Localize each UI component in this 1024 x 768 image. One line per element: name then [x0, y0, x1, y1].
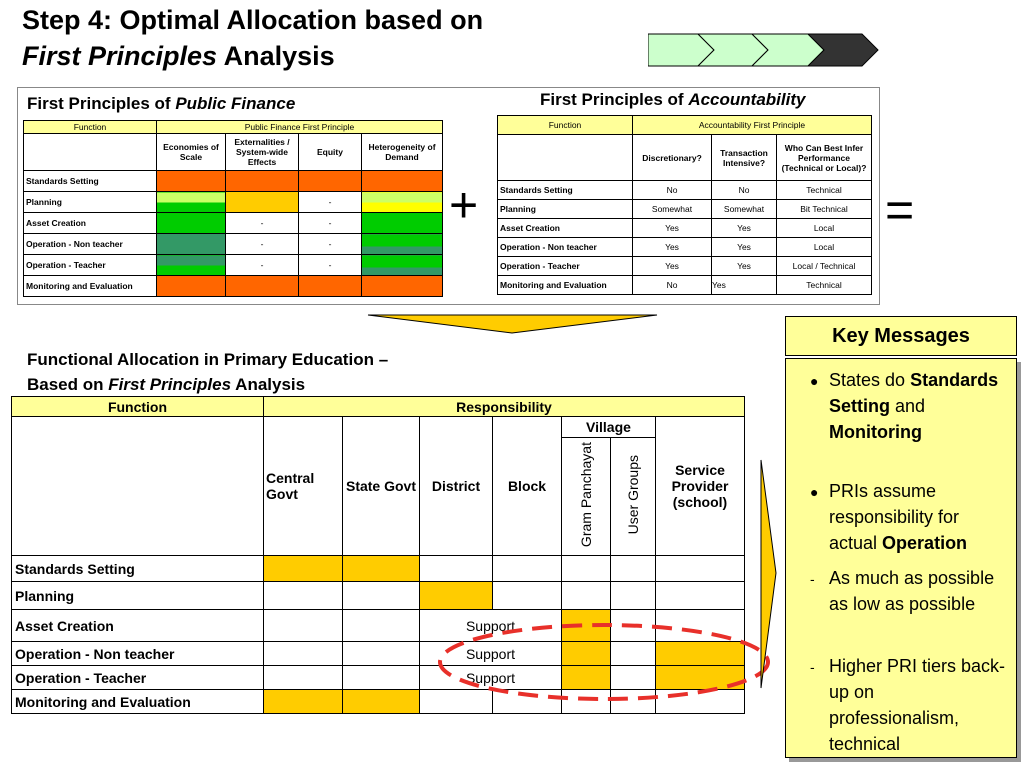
ac-cell: No: [633, 181, 712, 200]
dash-bullet-icon: -: [810, 659, 815, 675]
fa-cell: [264, 556, 343, 582]
ac-header-function: Function: [498, 116, 633, 135]
fa-row-label: Planning: [12, 582, 264, 610]
pf-cell: [362, 192, 443, 213]
fa-cell: [343, 666, 420, 690]
pf-cell: [157, 255, 226, 276]
ac-cell: Yes: [712, 219, 777, 238]
pf-row-label: Operation - Teacher: [24, 255, 157, 276]
pf-subcol: Equity: [299, 134, 362, 171]
pf-header-blank: [24, 134, 157, 171]
functional-allocation-title: Functional Allocation in Primary Education – Based on First Principles Analysis: [27, 350, 389, 394]
pf-cell: -: [226, 255, 299, 276]
bullet-icon: ●: [810, 373, 819, 389]
fa-row-label: Monitoring and Evaluation: [12, 690, 264, 714]
fa-cell: [264, 610, 343, 642]
pf-cell: [157, 234, 226, 255]
pf-cell: [362, 213, 443, 234]
pf-cell: [362, 171, 443, 192]
ac-header-blank: [498, 135, 633, 181]
fa-col-state: State Govt: [343, 417, 420, 556]
fa-cell: [420, 582, 493, 610]
pf-subcol: Externalities / System-wide Effects: [226, 134, 299, 171]
ac-header-group: Accountability First Principle: [633, 116, 872, 135]
pf-cell: -: [299, 213, 362, 234]
fa-header-responsibility: Responsibility: [264, 397, 745, 417]
ac-cell: Bit Technical: [777, 200, 872, 219]
ac-row-label: Planning: [498, 200, 633, 219]
fa-cell: [343, 642, 420, 666]
fa-col-gram-panchayat: Gram Panchayat: [562, 438, 611, 556]
public-finance-title: First Principles of Public Finance: [27, 94, 296, 113]
key-message-item: States do Standards Setting and Monitoring: [829, 370, 999, 442]
fa-row-label: Operation - Teacher: [12, 666, 264, 690]
pf-cell: -: [299, 192, 362, 213]
pf-row-label: Asset Creation: [24, 213, 157, 234]
pf-cell: -: [299, 255, 362, 276]
pf-header-function: Function: [24, 121, 157, 134]
fa-cell: [656, 582, 745, 610]
fa-cell: [562, 582, 611, 610]
pf-cell: [157, 276, 226, 297]
fa-col-service-provider: Service Provider (school): [656, 417, 745, 556]
ac-cell: Somewhat: [712, 200, 777, 219]
key-message-item: PRIs assume responsibility for actual Operation: [829, 481, 968, 553]
fa-support-cell: Support: [420, 610, 562, 642]
fa-header-function: Function: [12, 397, 264, 417]
ac-cell: Local / Technical: [777, 257, 872, 276]
fa-col-central: Central Govt: [264, 417, 343, 556]
right-arrow-shape: [759, 458, 779, 690]
key-messages-box: [785, 358, 1017, 758]
pf-subcol: Heterogeneity of Demand: [362, 134, 443, 171]
fa-cell: [264, 582, 343, 610]
pf-cell: -: [299, 234, 362, 255]
title-line2: First Principles Analysis: [22, 41, 335, 71]
fa-cell: [611, 582, 656, 610]
title-line1: Step 4: Optimal Allocation based on: [22, 5, 484, 35]
fa-cell: [343, 690, 420, 714]
fa-cell: [264, 690, 343, 714]
highlight-ellipse: [436, 620, 774, 706]
pf-row-label: Monitoring and Evaluation: [24, 276, 157, 297]
pf-cell: [226, 171, 299, 192]
ac-cell: Yes: [633, 238, 712, 257]
key-message-item: As much as possible as low as possible: [829, 568, 995, 614]
ac-cell: Technical: [777, 181, 872, 200]
fa-cell: [343, 582, 420, 610]
ac-cell: Yes: [712, 276, 777, 295]
fa-col-user-groups: User Groups: [611, 438, 656, 556]
fa-cell: [264, 642, 343, 666]
fa-support-cell: Support: [420, 642, 562, 666]
pf-cell: [299, 276, 362, 297]
pf-cell: [157, 213, 226, 234]
page-title: [22, 2, 483, 74]
fa-col-block: Block: [493, 417, 562, 556]
pf-cell: -: [226, 213, 299, 234]
accountability-title: First Principles of Accountability: [540, 90, 806, 109]
pf-cell: [299, 171, 362, 192]
pf-header-group: Public Finance First Principle: [157, 121, 443, 134]
ac-row-label: Standards Setting: [498, 181, 633, 200]
fa-support-cell: Support: [420, 666, 562, 690]
ac-row-label: Operation - Teacher: [498, 257, 633, 276]
fa-row-label: Asset Creation: [12, 610, 264, 642]
public-finance-table: [23, 120, 443, 297]
step-progress-chevrons: [648, 33, 882, 67]
ac-subcol: Discretionary?: [633, 135, 712, 181]
fa-cell: [611, 556, 656, 582]
pf-subcol: Economies of Scale: [157, 134, 226, 171]
fa-cell: [493, 556, 562, 582]
pf-cell: [226, 276, 299, 297]
fa-cell: [343, 556, 420, 582]
pf-cell: [362, 234, 443, 255]
fa-col-district: District: [420, 417, 493, 556]
pf-row-label: Planning: [24, 192, 157, 213]
ac-cell: No: [633, 276, 712, 295]
ac-cell: Yes: [633, 257, 712, 276]
pf-row-label: Standards Setting: [24, 171, 157, 192]
fa-cell: [562, 556, 611, 582]
pf-cell: [362, 255, 443, 276]
fa-cell: [656, 556, 745, 582]
pf-cell: [226, 192, 299, 213]
ac-cell: Local: [777, 219, 872, 238]
ac-cell: Technical: [777, 276, 872, 295]
fa-cell: [343, 610, 420, 642]
accountability-table: [497, 115, 872, 295]
equals-symbol: =: [885, 182, 915, 238]
fa-col-village: Village: [562, 417, 656, 438]
key-messages-heading: Key Messages: [785, 316, 1017, 356]
pf-row-label: Operation - Non teacher: [24, 234, 157, 255]
ac-cell: No: [712, 181, 777, 200]
fa-row-label: Standards Setting: [12, 556, 264, 582]
pf-cell: -: [226, 234, 299, 255]
ac-subcol: Transaction Intensive?: [712, 135, 777, 181]
plus-symbol: +: [449, 177, 479, 233]
bullet-icon: ●: [810, 484, 819, 500]
ac-row-label: Monitoring and Evaluation: [498, 276, 633, 295]
fa-header-blank: [12, 417, 264, 556]
pf-cell: [362, 276, 443, 297]
pf-cell: [157, 171, 226, 192]
ac-subcol: Who Can Best Infer Performance (Technical or Local)?: [777, 135, 872, 181]
ac-cell: Yes: [633, 219, 712, 238]
dash-bullet-icon: -: [810, 571, 815, 587]
ac-cell: Somewhat: [633, 200, 712, 219]
key-message-item: Higher PRI tiers back-up on professionalism, technical: [829, 656, 1006, 754]
down-arrow-shape: [367, 313, 659, 335]
fa-cell: [420, 556, 493, 582]
ac-cell: Yes: [712, 257, 777, 276]
ac-cell: Yes: [712, 238, 777, 257]
fa-row-label: Operation - Non teacher: [12, 642, 264, 666]
fa-cell: [264, 666, 343, 690]
fa-cell: [493, 582, 562, 610]
ac-cell: Local: [777, 238, 872, 257]
ac-row-label: Operation - Non teacher: [498, 238, 633, 257]
pf-cell: [157, 192, 226, 213]
ac-row-label: Asset Creation: [498, 219, 633, 238]
